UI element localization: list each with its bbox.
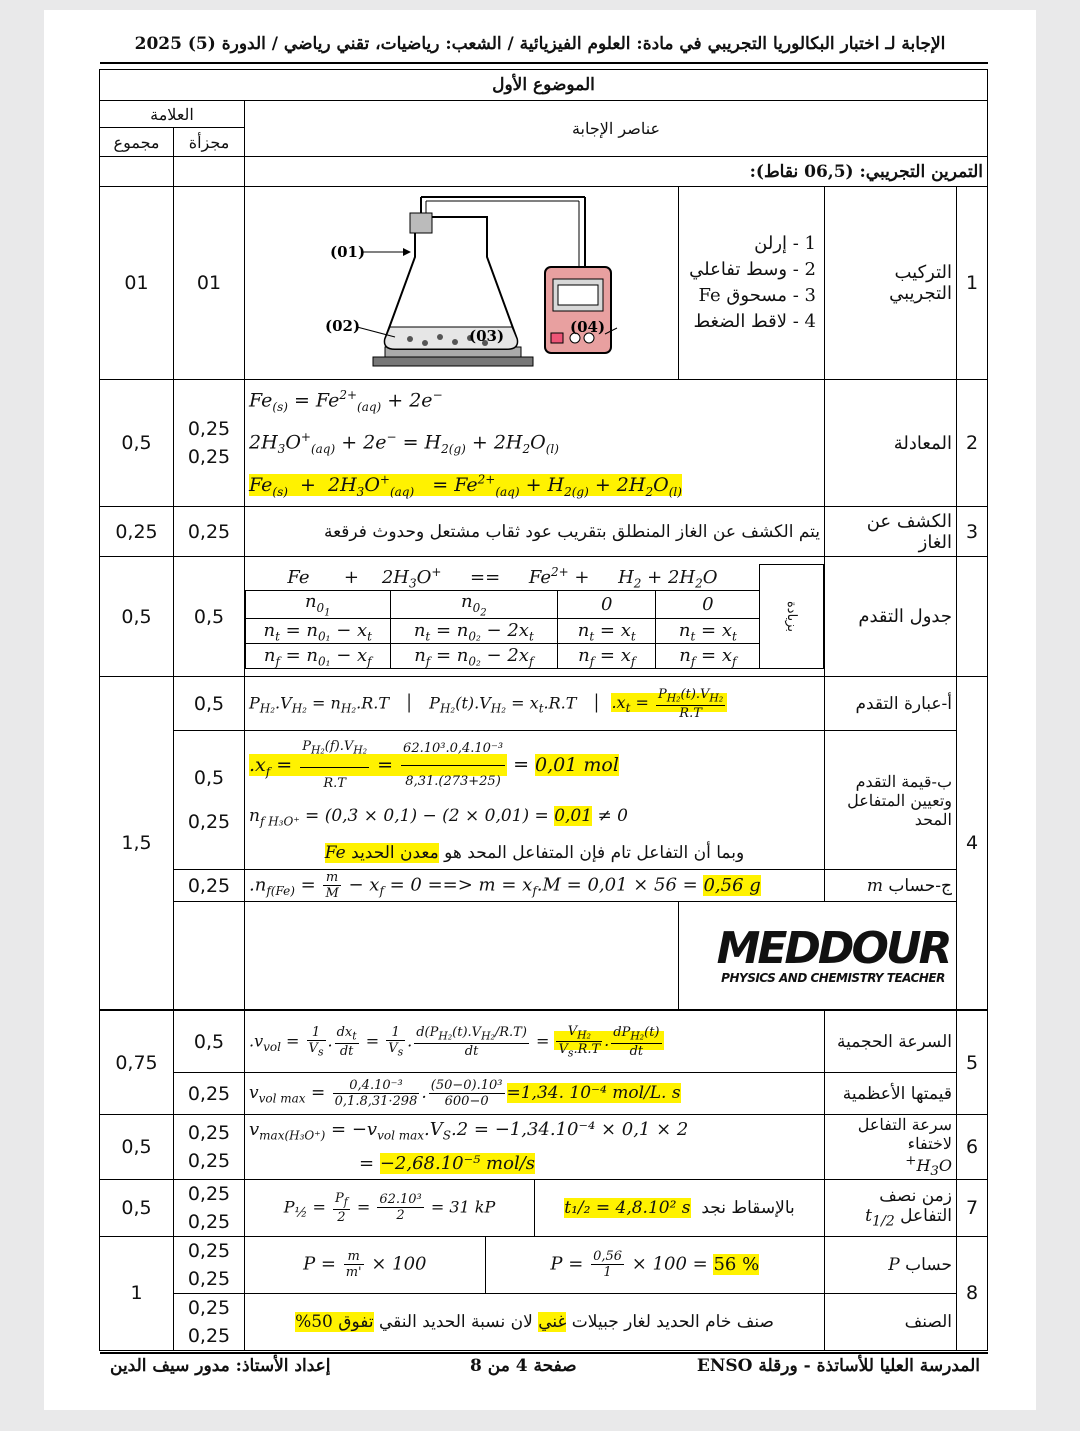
page-header: الإجابة لـ اختبار البكالوريا التجريبي في مادة: العلوم الفيزيائية / الشعب: رياضيات، تقني رياضي / الدورة (5) 2025 xyxy=(134,34,946,54)
h3o-rate-formula: $v_{max(H_3O^+)} = -v_{vol max}.V_S.2 = -1,34.10^{-4} \times 0,1 \times 2$ = −2,68.10⁻⁵ mol/s xyxy=(245,1115,825,1180)
footer-author: إعداد الأستاذ: مدور سيف الدين xyxy=(110,1356,331,1376)
footer-page: صفحة 4 من 8 xyxy=(470,1356,577,1376)
nf-value: 0,01 xyxy=(554,805,593,826)
label-04: (04) xyxy=(570,318,606,336)
q3-text: يتم الكشف عن الغاز المنطلق بتقريب عود ثقاب مشتعل وحدوث فرقعة xyxy=(245,507,825,557)
answer-table: الموضوع الأول العلامة عناصر الإجابة مجموع مجزأة التمرين التجريبي: (06,5 نقاط): 01 01 (01) (02) (03) (04) 1 - إرلن 2 - وسط تفاعلي 3 - مسحوق Fe 4 - لاقط الضغط التركيب التجريبي 1 0,5 0,25 0,25 $Fe_{(s)} = Fe^{2+}_{(aq)} + 2e^-$ $2H_3O^+_{(aq)} + 2e^- = H_{2(g)} + 2H_2O_{(l)}$ $Fe_{(s)} + 2H_3O^+_{(aq)} = Fe^{2+}_{(aq)} + H_{2(g)} + 2H_2O_{(l)}$ المعادلة 2 0,25 0,25 يتم الكشف عن الغاز المنطلق بتقريب عود ثقاب مشتعل وحدوث فرقعة الكشف عن الغاز 3 0,5 0,5 Fe + $2H_3O^+$ == $Fe^{2+}$ + $H_2 + 2H_2O$ بزيادة $n_{0_1}$ $n_{0_2}$ 0 0 $n_t = n_{0_1} - x_t$ $n_t = n_{0_2} - 2x_t$ $n_t = x_t$ $n_t = x_t$ $n_f = n_{0_1} - x_f$ $n_f = n_{0_2} - 2x_f$ $n_f = x_f$ $n_f = x_f$ جدول التقدم 1,5 0,5 $P_{H_2}.V_{H_2} = n_{H_2}.R.T$ │ $P_{H_2}(t).V_{H_2} = x_t.R.T$ │ $.x_t$ = $\frac{P_{H_2}(t).V_{H_2}}{R.T}$ أ-عبارة التقدم 4 0,5 0,25 $.x_f$ = $\frac{P_{H_2}(f).V_{H_2}}{R.T}$ = $\frac{\text{62.10³.0,4.10⁻³}}{8,31.(273+25)}$ = 0,01 mol $n_{f H_3O^+} = (0,3 \times 0,1) - (2 \times 0,01) = 0,01 \ne 0$ وبما أن التفاعل تام فإن المتفاعل المحد هو معدن الحديد Fe ب-قيمة التقدم وتعيين المتفاعل المحد 0,25 $.n_{f(Fe)}$ = $\frac{m}{M}$ − $x_f = 0$ ==> $m = x_f.M = 0,01 \times 56 = 0,56$ g ج-حساب m MEDDOUR PHYSICS AND CHEMISTRY TEACHER 0,75 0,5 $.v_{vol}$ = $\frac{1}{V_s}$ . $\frac{dx_t}{dt}$ = $\frac{1}{V_s}$ . $\frac{d(P_{H_2}(t).V_{H_2}/R.T)}{dt}$ = $\frac{V_{H_2}}{V_s.R.T}$ . $\frac{dP_{H_2}(t)}{dt}$ السرعة الحجمية 5 0,25 $v_{vol max}$ = $\frac{\text{0,4.10⁻³}}{0,1.8,31\cdot 298}$ . $\frac{\text{(50−0).10³}}{600-0}$ =1,34. 10⁻⁴ mol/L. s قيمتها الأعظمية 0,5 0,25 0,25 $v_{max(H_3O^+)} = -v_{vol max}.V_S.2 = -1,34.10^{-4} \times 0,1 \times 2$ = −2,68.10⁻⁵ mol/s سرعة التفاعل لاختفاء $H_3O^+$ 6 0,5 0,25 0,25 $P_{\frac{1}{2}}$ = $\frac{P_f}{2}$ = $\frac{\text{62.10³}}{2}$ = 31 kP بالإسقاط نجد t₁/₂ = 4,8.10² s زمن نصف التفاعل $t_{1/2}$ 7 1 0,25 0,25 P = $\frac{m}{m'}$ × 100 P = $\frac{0,56}{1}$ × 100 = 56 % حساب P 8 0,25 0,25 صنف خام الحديد لغار جبيلات غني لان نسبة الحديد النقي تفوق 50% الصنف xyxy=(99,69,988,1351)
q5-part2: 0,25 xyxy=(174,1073,245,1115)
q7-title: زمن نصف التفاعل xyxy=(879,1186,952,1227)
q8-part4: 0,25 xyxy=(187,1324,231,1347)
q8-part2: 0,25 xyxy=(187,1267,231,1290)
label-03: (03) xyxy=(469,327,505,345)
q8-total: 1 xyxy=(100,1236,174,1350)
apparatus-drawing xyxy=(245,187,675,375)
vmax-value: =1,34. 10⁻⁴ mol/L. s xyxy=(506,1083,681,1104)
q7-part1: 0,25 xyxy=(187,1182,231,1205)
q3-part: 0,25 xyxy=(174,507,245,557)
col-total-header: مجموع xyxy=(100,128,174,157)
q4b-part2: 0,25 xyxy=(187,811,231,834)
q4b-part1: 0,5 xyxy=(193,767,225,790)
q5-title2: قيمتها الأعظمية xyxy=(825,1073,957,1115)
col-mark-header: العلامة xyxy=(100,101,245,128)
q5-total: 0,75 xyxy=(100,1011,174,1115)
q4c-part: 0,25 xyxy=(174,870,245,902)
q8-title1: حساب xyxy=(905,1254,952,1275)
qtab-part: 0,5 xyxy=(174,557,245,677)
label-01: (01) xyxy=(330,243,366,261)
reaction-header: Fe + $2H_3O^+$ == $Fe^{2+}$ + $H_2 + 2H_2O$ xyxy=(246,565,760,591)
q6-title: سرعة التفاعل لاختفاء xyxy=(857,1115,952,1154)
q2-part2: 0,25 xyxy=(187,446,231,469)
label-02: (02) xyxy=(325,317,361,335)
q8-part3: 0,25 xyxy=(187,1296,231,1319)
overall-equation: $Fe_{(s)} + 2H_3O^+_{(aq)} = Fe^{2+}_{(aq)} + H_{2(g)} + 2H_2O_{(l)}$ xyxy=(249,472,682,499)
col-part-header: مجزأة xyxy=(174,128,245,157)
footer-rule xyxy=(100,1352,988,1354)
excess-label: بزيادة xyxy=(760,565,824,669)
half-life-value: t₁/₂ = 4,8.10² s xyxy=(564,1197,691,1218)
xf-value: 0,01 mol xyxy=(535,753,619,776)
q2-part1: 0,25 xyxy=(187,418,231,441)
brand-logo: MEDDOUR xyxy=(716,922,950,974)
q7-text: بالإسقاط نجد xyxy=(701,1197,795,1218)
q4-num: 4 xyxy=(957,677,988,1010)
footer-school: المدرسة العليا للأساتذة - ورقلة ENSO xyxy=(696,1356,980,1376)
percentage-cell: P = $\frac{m}{m'}$ × 100 P = $\frac{0,56}{1}$ × 100 = 56 % xyxy=(245,1236,825,1293)
q3-num: 3 xyxy=(957,507,988,557)
vmax-formula: $v_{vol max}$ = $\frac{\text{0,4.10⁻³}}{0,1.8,31\cdot 298}$ . $\frac{\text{(50−0).10³}}{600-0}$ =1,34. 10⁻⁴ mol/L. s xyxy=(245,1073,825,1115)
q1-part: 01 xyxy=(174,187,245,380)
q3-total: 0,25 xyxy=(100,507,174,557)
q8-part1: 0,25 xyxy=(187,1239,231,1262)
percentage-value: 56 % xyxy=(713,1253,760,1275)
col-answer-header: عناصر الإجابة xyxy=(245,101,988,157)
header-rule xyxy=(100,62,988,64)
reduction-equation: $2H_3O^+_{(aq)} + 2e^- = H_{2(g)} + 2H_2O_{(l)}$ xyxy=(249,430,559,457)
brand-tagline: PHYSICS AND CHEMISTRY TEACHER xyxy=(721,970,945,985)
oxidation-equation: $Fe_{(s)} = Fe^{2+}_{(aq)} + 2e^-$ xyxy=(249,388,443,415)
q4-total: 1,5 xyxy=(100,677,174,1010)
q6-part2: 0,25 xyxy=(187,1150,231,1173)
q5-title1: السرعة الحجمية xyxy=(825,1011,957,1073)
q1-num: 1 xyxy=(957,187,988,380)
q7-total: 0,5 xyxy=(100,1179,174,1236)
exercise-title: التمرين التجريبي: (06,5 نقاط): xyxy=(245,157,988,187)
q2-title: المعادلة xyxy=(825,380,957,507)
q8-title2: الصنف xyxy=(825,1293,957,1350)
q7-num: 7 xyxy=(957,1179,988,1236)
q2-equations xyxy=(245,380,825,507)
q6-num: 6 xyxy=(957,1115,988,1180)
q1-title: التركيب التجريبي xyxy=(825,187,957,380)
q2-total: 0,5 xyxy=(100,380,174,507)
ore-class-text: صنف خام الحديد لغار جبيلات غني لان نسبة الحديد النقي تفوق 50% xyxy=(245,1293,825,1350)
q4b-title: ب-قيمة التقدم وتعيين المتفاعل المحد xyxy=(825,731,957,870)
q6-total: 0,5 xyxy=(100,1115,174,1180)
topic-title: الموضوع الأول xyxy=(100,70,988,101)
q1-item-1: 1 - إرلن xyxy=(754,233,816,254)
limiting-reagent: معدن الحديد Fe xyxy=(324,843,439,864)
q1-item-2: 2 - وسط تفاعلي xyxy=(689,259,816,280)
half-life-cell: $P_{\frac{1}{2}}$ = $\frac{P_f}{2}$ = $\frac{\text{62.10³}}{2}$ = 31 kP بالإسقاط نجد t₁/₂ = 4,8.10² s xyxy=(245,1179,825,1236)
q7-part2: 0,25 xyxy=(187,1210,231,1233)
q8-num: 8 xyxy=(957,1236,988,1350)
q1-item-3: 3 - مسحوق Fe xyxy=(698,285,816,306)
q1-row xyxy=(100,187,988,380)
q6-part1: 0,25 xyxy=(187,1122,231,1145)
q1-item-4: 4 - لاقط الضغط xyxy=(693,311,816,332)
q4a-part: 0,5 xyxy=(174,677,245,731)
q4a-formula: $P_{H_2}.V_{H_2} = n_{H_2}.R.T$ │ $P_{H_2}(t).V_{H_2} = x_t.R.T$ │ $.x_t$ = $\frac{P_{H_2}(t).V_{H_2}}{R.T}$ xyxy=(245,677,825,731)
mass-formula: $.n_{f(Fe)}$ = $\frac{m}{M}$ − $x_f = 0$ ==> $m = x_f.M = 0,01 \times 56 = 0,56$ g xyxy=(245,870,825,902)
mass-value: 0,56 g xyxy=(703,874,761,896)
qtab-total: 0,5 xyxy=(100,557,174,677)
q4b-text: وبما أن التفاعل تام فإن المتفاعل المحد هو xyxy=(444,843,745,864)
advancement-table: Fe + $2H_3O^+$ == $Fe^{2+}$ + $H_2 + 2H_2O$ بزيادة $n_{0_1}$ $n_{0_2}$ 0 0 $n_t = n_{0_1} - x_t$ $n_t = n_{0_2} - 2x_t$ $n_t = x_t$ $n_t = x_t$ $n_f = n_{0_1} - x_f$ $n_f = n_{0_2} - 2x_f$ $n_f = x_f$ $n_f = x_f$ xyxy=(245,557,825,677)
q4b-content: $.x_f$ = $\frac{P_{H_2}(f).V_{H_2}}{R.T}$ = $\frac{\text{62.10³.0,4.10⁻³}}{8,31.(273+25)}$ = 0,01 mol $n_{f H_3O^+} = (0,3 \times 0,1) - (2 \times 0,01) = 0,01 \ne 0$ وبما أن التفاعل تام فإن المتفاعل المحد هو معدن الحديد Fe xyxy=(245,731,825,870)
qtab-title: جدول التقدم xyxy=(825,557,957,677)
q5-num: 5 xyxy=(957,1011,988,1115)
q4a-title: أ-عبارة التقدم xyxy=(825,677,957,731)
apparatus-diagram xyxy=(245,187,679,380)
page-footer xyxy=(100,1356,980,1380)
q1-total: 01 xyxy=(100,187,174,380)
logo-area xyxy=(679,902,988,1010)
q1-items xyxy=(679,187,825,380)
q4c-title: ج-حساب xyxy=(888,875,952,896)
volume-rate-formula: $.v_{vol}$ = $\frac{1}{V_s}$ . $\frac{dx_t}{dt}$ = $\frac{1}{V_s}$ . $\frac{d(P_{H_2}(t).V_{H_2}/R.T)}{dt}$ = $\frac{V_{H_2}}{V_s.R.T}$ . $\frac{dP_{H_2}(t)}{dt}$ xyxy=(245,1011,825,1073)
q5-part1: 0,5 xyxy=(174,1011,245,1073)
h3o-rate-value: −2,68.10⁻⁵ mol/s xyxy=(379,1152,536,1174)
q3-title: الكشف عن الغاز xyxy=(825,507,957,557)
q2-num: 2 xyxy=(957,380,988,507)
